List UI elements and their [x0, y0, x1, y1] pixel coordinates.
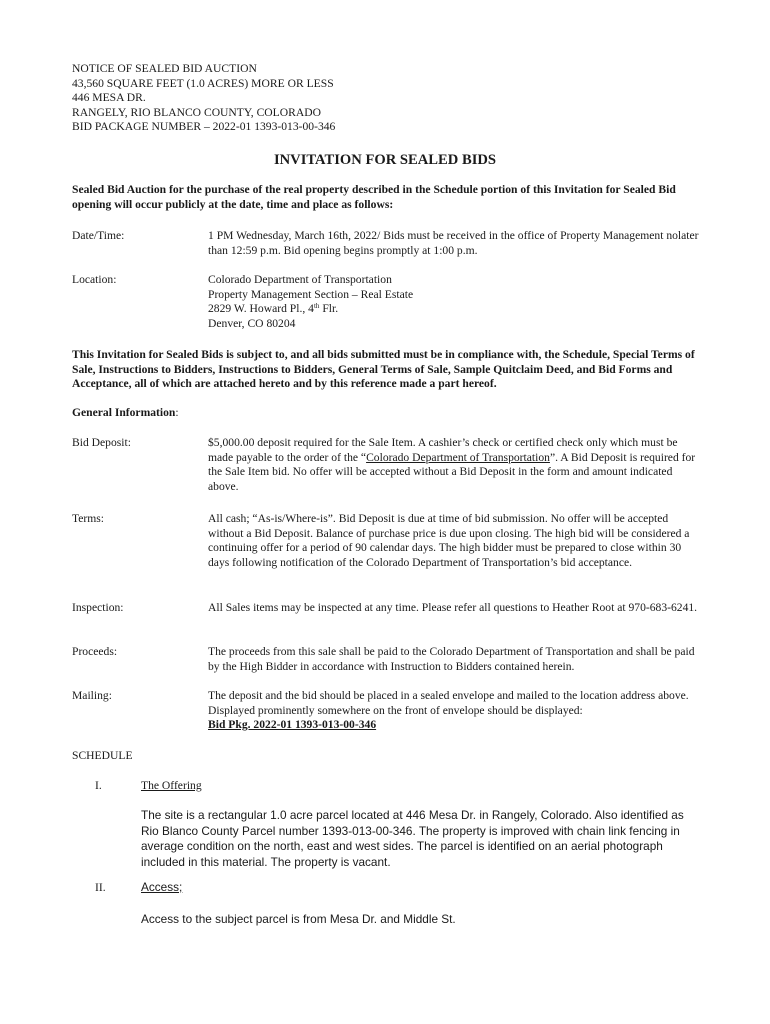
inspection-label: Inspection:	[72, 601, 124, 614]
schedule-item-body: The site is a rectangular 1.0 acre parcel located at 446 Mesa Dr. in Rangely, Colorado. Also identified as Rio Blanco County Parcel number 1393-013-00-346. The property is improved with chain link fencing in average condition on the north, east and west sides. The parcel is identified on an aerial photograph included in this material. The property is vacant.	[141, 808, 684, 869]
bid-deposit-label: Bid Deposit:	[72, 436, 131, 449]
header-line-notice: NOTICE OF SEALED BID AUCTION	[72, 62, 257, 75]
cdot-payee-name: Colorado Department of Transportation	[366, 450, 550, 464]
location-label: Location:	[72, 273, 117, 286]
schedule-heading: SCHEDULE	[72, 749, 133, 762]
schedule-item-title: The Offering	[141, 779, 202, 792]
location-line-section: Property Management Section – Real Estate	[208, 287, 414, 301]
header-line-address: 446 MESA DR.	[72, 91, 146, 105]
notice-header	[72, 62, 335, 135]
document-title: INVITATION FOR SEALED BIDS	[273, 152, 497, 168]
intro-paragraph: Sealed Bid Auction for the purchase of the real property described in the Schedule portion of this Invitation for Sealed Bid opening will occur publicly at the date, time and place as follows:	[72, 183, 676, 211]
schedule-item-numeral: I.	[95, 779, 102, 792]
mailing-label: Mailing:	[72, 689, 112, 702]
header-line-county: RANGELY, RIO BLANCO COUNTY, COLORADO	[72, 105, 321, 119]
bid-deposit-value: $5,000.00 deposit required for the Sale Item. A cashier’s check or certified check only which must be made payable to the order of the “Colorado Department of Transportation”. A Bid Deposit is required for the Sale Item bid. No offer will be accepted without a Bid Deposit in the form and amount indicated above.	[208, 436, 696, 493]
location-line-city: Denver, CO 80204	[208, 316, 296, 330]
inspection-value: All Sales items may be inspected at any time. Please refer all questions to Heather Root at 970-683-6241.	[208, 601, 698, 614]
schedule-item-title: Access;	[141, 880, 183, 894]
subject-notice-paragraph: This Invitation for Sealed Bids is subject to, and all bids submitted must be in compliance with, the Schedule, Special Terms of Sale, Instructions to Bidders, Instructions to Bidders, General Terms of Sale, Sample Quitclaim Deed, and Bid Forms and Acceptance, all of which are attached hereto and by this reference made a part hereof.	[72, 348, 695, 391]
header-line-area: 43,560 SQUARE FEET (1.0 ACRES) MORE OR LESS	[72, 76, 334, 90]
bid-package-reference: Bid Pkg. 2022-01 1393-013-00-346	[208, 718, 377, 732]
proceeds-value: The proceeds from this sale shall be paid to the Colorado Department of Transportation and shall be paid by the High Bidder in accordance with Instruction to Bidders contained herein.	[208, 645, 695, 673]
header-line-bid-package: BID PACKAGE NUMBER – 2022-01 1393-013-00-346	[72, 120, 336, 134]
schedule-item-numeral: II.	[95, 881, 106, 894]
datetime-label: Date/Time:	[72, 229, 125, 242]
proceeds-label: Proceeds:	[72, 645, 118, 658]
terms-label: Terms:	[72, 512, 105, 525]
location-value	[208, 273, 700, 331]
schedule-item-body: Access to the subject parcel is from Mesa Dr. and Middle St.	[141, 912, 456, 926]
mailing-value: The deposit and the bid should be placed in a sealed envelope and mailed to the location address above. Displayed prominently somewhere on the front of envelope should be displayed: Bid Pkg. 2022-01 1393-013-00-346	[208, 689, 700, 733]
location-line-street: 2829 W. Howard Pl., 4th Flr.	[208, 302, 339, 316]
location-line-agency: Colorado Department of Transportation	[208, 273, 392, 286]
terms-value: All cash; “As-is/Where-is”. Bid Deposit is due at time of bid submission. No offer will be accepted without a Bid Deposit. Balance of purchase price is due upon closing. The high bid will be considered a continuing offer for a period of 90 calendar days. The high bidder must be prepared to close within 30 days following notification of the Colorado Department of Transportation’s bid acceptance.	[208, 512, 690, 569]
general-information-heading: General Information:	[72, 406, 179, 419]
datetime-value: 1 PM Wednesday, March 16th, 2022/ Bids must be received in the office of Property Management nolater than 12:59 p.m. Bid opening begins promptly at 1:00 p.m.	[208, 229, 699, 257]
